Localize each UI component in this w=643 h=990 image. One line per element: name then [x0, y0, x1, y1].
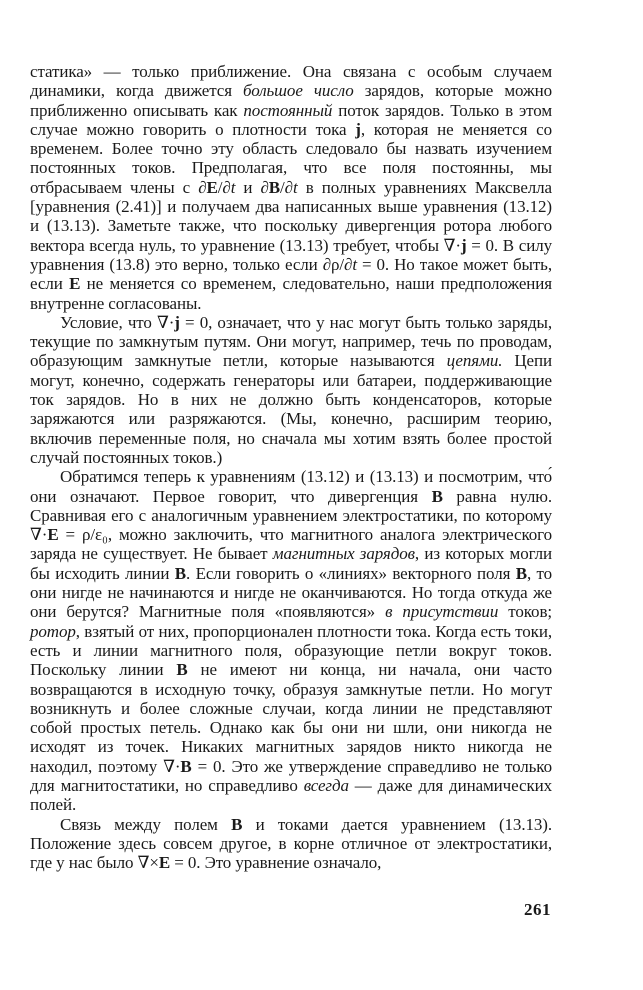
italic-run: цепями. [446, 351, 503, 371]
paragraph-3 [30, 467, 552, 814]
text-run: , из которых могли бы исходить линии [30, 544, 552, 583]
text-run: — даже для динамических полей. [30, 775, 552, 815]
italic-run: всегда [303, 775, 349, 795]
text-run: токов; [498, 602, 552, 622]
text-run: = 0. В силу уравнения (13.8) это верно, только если ∂ρ/∂ [30, 235, 552, 274]
bold-symbol: B [515, 563, 527, 583]
italic-run: большое число [243, 81, 354, 101]
bold-symbol: j [174, 312, 180, 332]
bold-symbol: E [206, 177, 218, 197]
bold-symbol: E [158, 853, 171, 873]
text-run: и токами дается уравнением (13.13). Положение здесь совсем другое, в корне отличное от электростатики, где у нас было ∇× [30, 814, 552, 873]
italic-run: t [230, 177, 236, 197]
paragraph-1 [30, 62, 552, 313]
paragraph-4 [30, 815, 552, 873]
text-run: /∂ [217, 177, 231, 197]
italic-run: постоянный [243, 100, 333, 120]
bold-symbol: E [69, 274, 81, 294]
text-run: . Если говорить о «линиях» векторного поля [186, 563, 516, 583]
bold-symbol: B [174, 563, 187, 583]
italic-run: ротор [30, 621, 76, 641]
body-text [30, 62, 552, 872]
italic-run: в присутствии [385, 602, 499, 622]
text-run: = 0. Но такое может быть, если [30, 254, 552, 294]
text-run: Цепи могут, конечно, содержать генераторы или батареи, поддерживающие ток зарядов. Но в них не должно быть конденсаторов, которые заряжаются или разряжаются. (Мы, конечно, расширим теорию, включив переменные поля, но сначала мы хотим взять более простой случай постоянных токов.) [30, 351, 552, 467]
bold-symbol: B [176, 660, 188, 680]
text-run: зарядов, которые можно приближенно описывать как [30, 81, 553, 120]
bold-symbol: B [268, 177, 281, 197]
text-run: = 0. Это уравнение означало, [170, 853, 382, 873]
text-run: и ∂ [235, 177, 269, 197]
bold-symbol: B [231, 814, 243, 834]
text-run: не меняется со временем, следовательно, наши предположения внутренне согласованы. [30, 274, 552, 313]
page-number: 261 [524, 900, 551, 919]
text-run: /∂ [280, 177, 293, 197]
text-run: не имеют ни конца, ни начала, они часто возвращаются в исходную точку, образуя замкнутые петли. Но могут возникнуть и более сложные случаи, когда линии не представляют собой простых петель. Однако как бы они ни шли, они никогда не исходят из точек. Никаких магнитных зарядов никто никогда не находил, поэтому ∇· [30, 660, 552, 776]
bold-symbol: j [460, 235, 467, 255]
bold-symbol: B [180, 756, 192, 776]
text-run: = 0. Это же утверждение справедливо не только для магнитостатики, но справедливо [30, 756, 552, 795]
bold-symbol: E [47, 525, 59, 545]
text-run: Обратимся теперь к уравнениям (13.12) и (13.13) и посмотрим, что́ они означают. Первое говорит, что дивергенция [30, 467, 552, 506]
bold-symbol: j [355, 119, 361, 139]
text-run: , то они нигде не начинаются и нигде не оканчиваются. Но тогда откуда же они берутся? Магнитные поля «появляются» [30, 563, 552, 622]
text-run: поток зарядов. Только в этом случае можно говорить о плотности тока [30, 100, 553, 139]
text-run: равна нулю. Сравнивая его с аналогичным уравнением электростатики, по которому ∇· [30, 486, 552, 545]
italic-run: t [292, 177, 298, 197]
italic-run: магнитных зарядов [272, 544, 415, 564]
text-run: = 0, означает, что у нас могут быть только заряды, текущие по замкнутым путям. Они могут, например, течь по проводам, образующим замкнутые петли, которые называются [30, 312, 552, 371]
text-run: в полных уравнениях Максвелла [уравнения (2.41)] и получаем два написанных выше уравнения (13.12) и (13.13). Заметьте также, что поскольку дивергенция ротора любого вектора всегда нуль, то уравнение (13.13) требует, чтобы ∇· [30, 177, 552, 255]
text-run: , взятый от них, пропорционален плотности тока. Когда есть токи, есть и линии магнитного поля, образующие петли вокруг токов. Поскольку линии [30, 621, 552, 680]
paragraph-2 [30, 313, 552, 467]
bold-symbol: B [431, 486, 443, 506]
text-run: статика» — только приближение. Она связана с особым случаем динамики, когда движется [30, 62, 552, 101]
italic-run: t [352, 254, 357, 274]
text-run: = ρ/ε₀, можно заключить, что магнитного аналога электрического заряда не существует. Не бывает [30, 525, 552, 564]
text-run: Условие, что ∇· [60, 312, 175, 332]
text-run: Связь между полем [60, 814, 232, 834]
text-run: , которая не меняется со временем. Более точно эту область следовало бы назвать изучением постоянных токов. Предполагая, что все поля постоянны, мы отбрасываем члены с ∂ [30, 119, 552, 197]
